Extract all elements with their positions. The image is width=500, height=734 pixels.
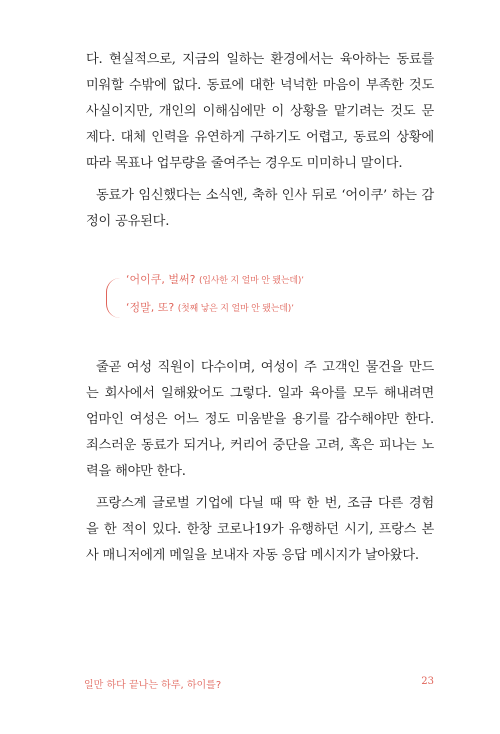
quote-line	[126, 300, 294, 317]
quote-line	[126, 272, 304, 289]
body-text-line: 을 한 적이 있다. 한창 코로나19가 유행하던 시기, 프랑스 본	[86, 522, 434, 537]
body-text-line: 사실이지만, 개인의 이해심에만 이 상황을 맡기려는 것도 문	[86, 104, 434, 119]
quote-main-text: ‘어이쿠, 벌써?	[126, 273, 199, 286]
body-text-line: 제다. 대체 인력을 유연하게 구하기도 어렵고, 동료의 상황에	[86, 130, 434, 145]
body-text-line: 프랑스계 글로벌 기업에 다닐 때 딱 한 번, 조금 다른 경험	[96, 496, 434, 511]
quote-sub-text: (첫째 낳은 지 얼마 안 됐는데)’	[177, 304, 294, 314]
body-text-line: 동료가 임신했다는 소식엔, 축하 인사 뒤로 ‘어이쿠’ 하는 감	[96, 188, 434, 203]
body-text-line: 줄곧 여성 직원이 다수이며, 여성이 주 고객인 물건을 만드	[96, 360, 434, 375]
quote-main-text: ‘정말, 또?	[126, 301, 178, 314]
body-text-line: 따라 목표나 업무량을 줄여주는 경우도 미미하니 말이다.	[86, 156, 403, 171]
page-number: 23	[421, 676, 434, 687]
running-footer-title: 일만 하다 끝나는 하루, 하이를?	[84, 680, 222, 691]
inner-thought-quote	[106, 270, 406, 326]
quote-sub-text: (입사한 지 얼마 안 됐는데)’	[198, 276, 304, 286]
body-text-line: 죄스러운 동료가 되거나, 커리어 중단을 고려, 혹은 피나는 노	[86, 438, 434, 453]
body-text-line: 엄마인 여성은 어느 정도 미움받을 용기를 감수해야만 한다.	[86, 412, 434, 427]
body-text-line: 는 회사에서 일해왔어도 그렇다. 일과 육아를 모두 해내려면	[86, 386, 434, 401]
body-text-line: 미워할 수밖에 없다. 동료에 대한 넉넉한 마음이 부족한 것도	[86, 78, 434, 93]
body-text-line: 다. 현실적으로, 지금의 일하는 환경에서는 육아하는 동료를	[86, 52, 434, 67]
quote-bracket-icon	[106, 278, 121, 318]
body-text-line: 사 매니저에게 메일을 보내자 자동 응답 메시지가 날아왔다.	[86, 548, 419, 563]
body-text-line: 정이 공유된다.	[86, 214, 170, 229]
body-text-line: 력을 해야만 한다.	[86, 464, 186, 479]
